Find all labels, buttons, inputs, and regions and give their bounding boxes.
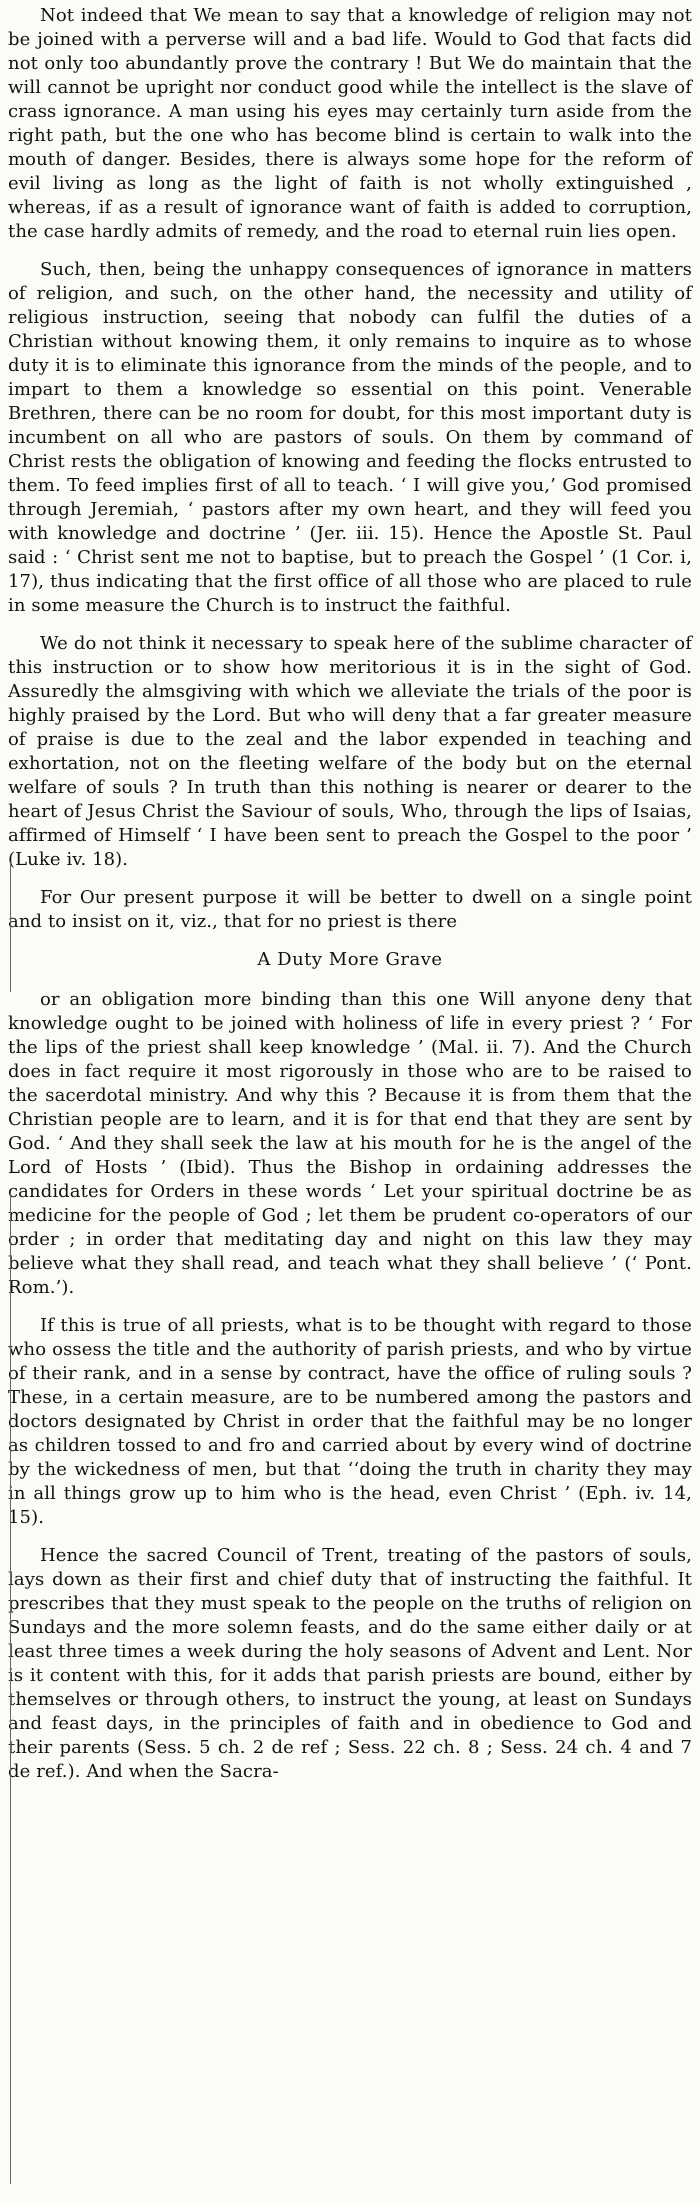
article-paragraph: We do not think it necessary to speak here of the sublime character of this instruction or to show how meritorious it is in the sight of God. Assuredly the almsgiving with which we alleviate the trials of the poor is highly praised by the Lord. But who will deny that a far greater measure of praise is due to the zeal and the labor expended in teaching and exhortation, not on the fleeting welfare of the body but on the eternal welfare of souls ? In truth than this nothing is nearer or dearer to the heart of Jesus Christ the Saviour of souls, Who, through the lips of Isaias, affirmed of Himself ‘ I have been sent to preach the Gospel to the poor ’ (Luke iv. 18). bbox=[8, 633, 692, 870]
article-column bbox=[8, 4, 692, 1784]
article-paragraph: Hence the sacred Council of Trent, treating of the pastors of souls, lays down as their first and chief duty that of instructing the faithful. It prescribes that they must speak to the people on the truths of religion on Sundays and the more solemn feasts, and do the same either daily or at least three times a week during the holy seasons of Advent and Lent. Nor is it content with this, for it adds that parish priests are bound, either by themselves or through others, to instruct the young, at least on Sundays and feast days, in the principles of faith and in obedience to God and their parents (Sess. 5 ch. 2 de ref ; Sess. 22 ch. 8 ; Sess. 24 ch. 4 and 7 de ref.). And when the Sacra- bbox=[8, 1545, 692, 1782]
article-paragraph: Such, then, being the unhappy consequences of ignorance in matters of religion, and such, on the other hand, the necessity and utility of religious instruction, seeing that nobody can fulfil the duties of a Christian without knowing them, it only remains to inquire as to whose duty it is to eliminate this ignorance from the minds of the people, and to impart to them a knowledge so essential on this point. Venerable Brethren, there can be no room for doubt, for this most important duty is incumbent on all who are pastors of souls. On them by command of Christ rests the obligation of knowing and feeding the flocks entrusted to them. To feed implies first of all to teach. ‘ I will give you,’ God promised through Jeremiah, ‘ pastors after my own heart, and they will feed you with knowledge and doctrine ’ (Jer. iii. 15). Hence the Apostle St. Paul said : ‘ Christ sent me not to baptise, but to preach the Gospel ’ (1 Cor. i, 17), thus indicating that the first office of all those who are placed to rule in some measure the Church is to instruct the faithful. bbox=[8, 259, 692, 616]
article-paragraph: If this is true of all priests, what is to be thought with regard to those who ossess the title and the authority of parish priests, and who by virtue of their rank, and in a sense by contract, have the office of ruling souls ? These, in a certain measure, are to be numbered among the pastors and doctors designated by Christ in order that the faithful may be no longer as children tossed to and fro and carried about by every wind of doctrine by the wickedness of men, but that ‘‘doing the truth in charity they may in all things grow up to him who is the head, even Christ ’ (Eph. iv. 14, 15). bbox=[8, 1315, 692, 1528]
section-heading: A Duty More Grave bbox=[257, 949, 443, 970]
article-paragraph: Not indeed that We mean to say that a knowledge of religion may not be joined with a perverse will and a bad life. Would to God that facts did not only too abundantly prove the contrary ! But We do maintain that the will cannot be upright nor conduct good while the intellect is the slave of crass ignorance. A man using his eyes may certainly turn aside from the right path, but the one who has become blind is certain to walk into the mouth of danger. Besides, there is always some hope for the reform of evil living as long as the light of faith is not wholly extinguished , whereas, if as a result of ignorance want of faith is added to corruption, the case hardly admits of remedy, and the road to eternal ruin lies open. bbox=[8, 5, 692, 242]
article-paragraph: For Our present purpose it will be better to dwell on a single point and to insist on it, viz., that for no priest is there bbox=[8, 887, 692, 932]
article-paragraph: or an obligation more binding than this one Will anyone deny that knowledge ought to be joined with holiness of life in every priest ? ‘ For the lips of the priest shall keep knowledge ’ (Mal. ii. 7). And the Church does in fact require it most rigorously in those who are to be raised to the sacerdotal ministry. And why this ? Because it is from them that the Christian people are to learn, and it is for that end that they are sent by God. ‘ And they shall seek the law at his mouth for he is the angel of the Lord of Hosts ’ (Ibid). Thus the Bishop in ordaining addresses the candidates for Orders in these words ‘ Let your spiritual doctrine be as medicine for the people of God ; let them be prudent co-operators of our order ; in order that meditating day and night on this law they may believe what they shall read, and teach what they shall believe ’ (‘ Pont. Rom.’). bbox=[8, 989, 692, 1298]
column-rule bbox=[10, 862, 11, 992]
column-rule bbox=[10, 1794, 11, 2184]
